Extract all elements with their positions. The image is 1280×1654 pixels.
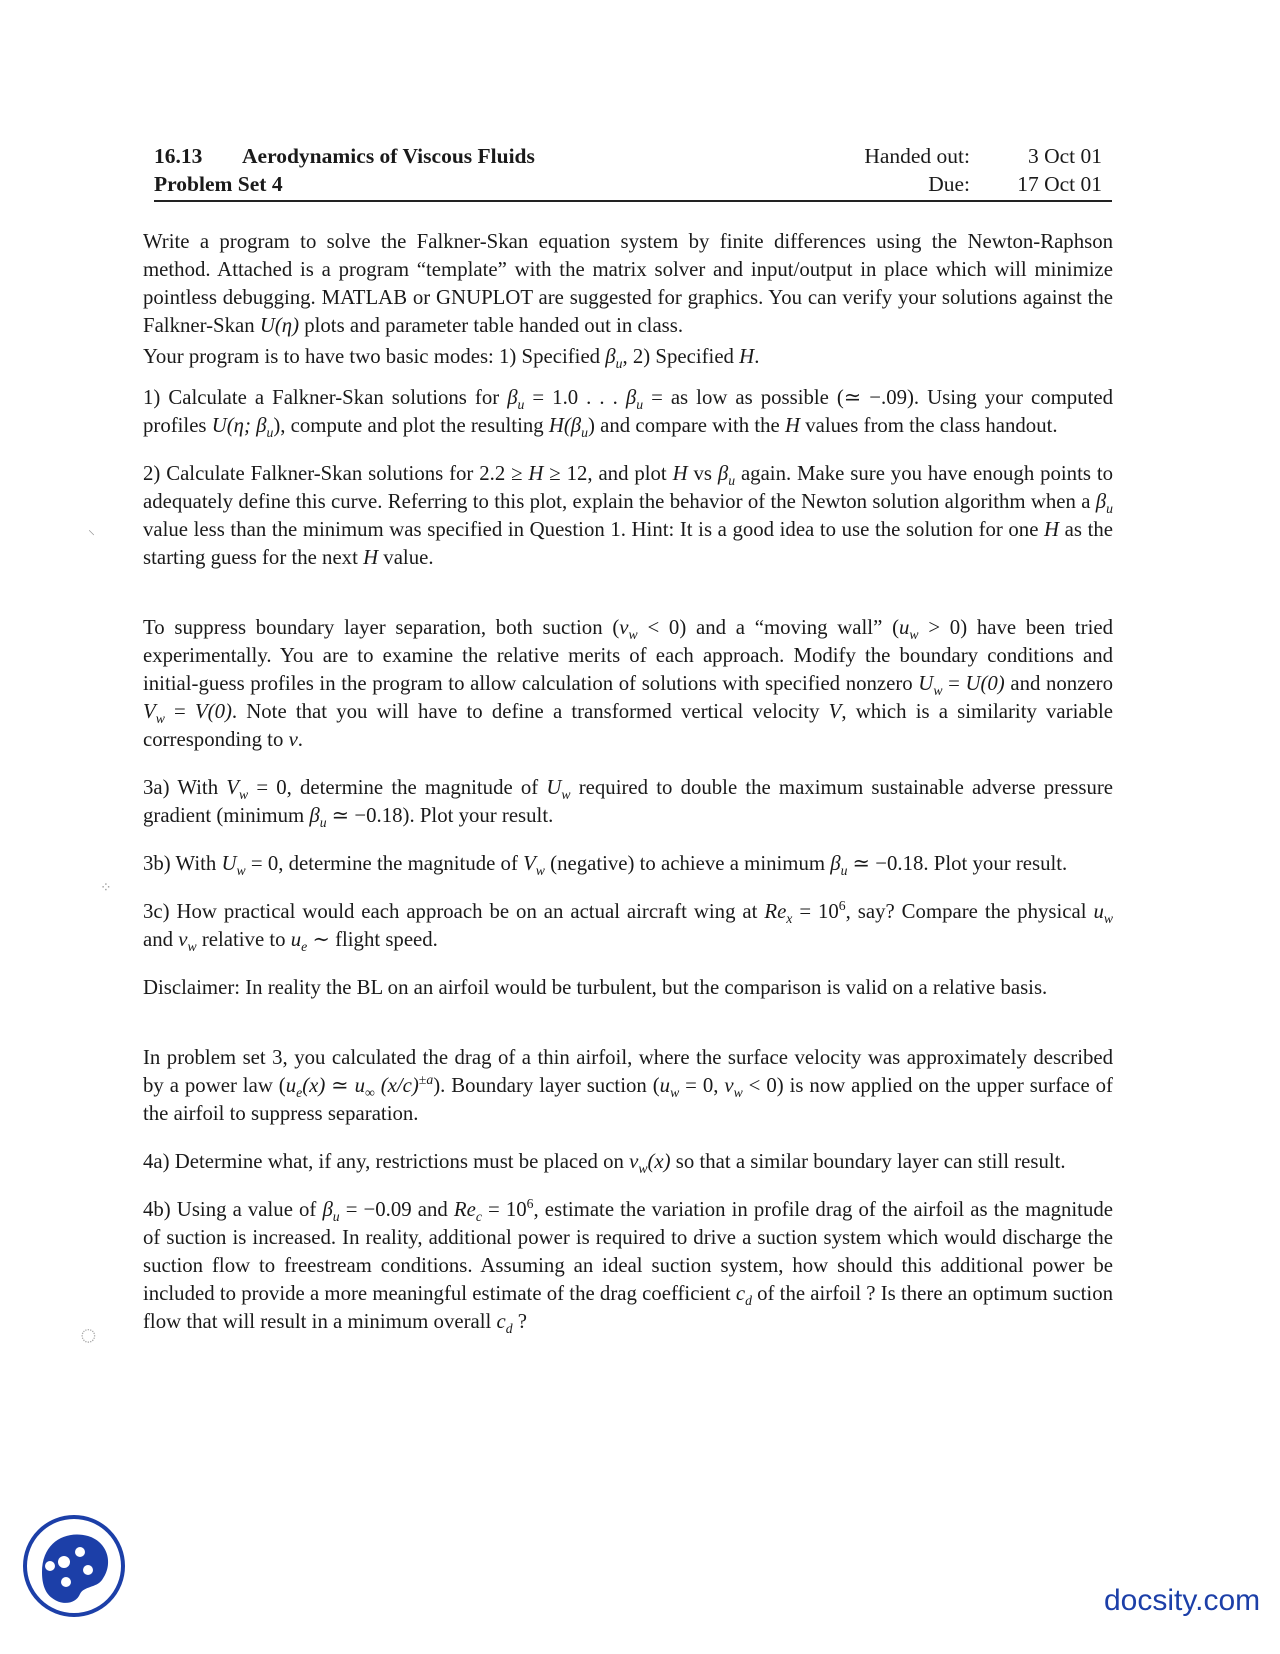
question-3c: 3c) How practical would each approach be on an actual aircraft wing at $Re_x = 10^6$, say? Compare the physical $u_w$ and $v_w$ relative to $u_e$ ∼ flight speed. <box>143 898 1113 955</box>
question-3b: 3b) With $U_w = 0$, determine the magnitude of $V_w$ (negative) to achieve a minimum $\beta_u$ ≃ −0.18. Plot your result. <box>143 852 1068 879</box>
course-title: Aerodynamics of Viscous Fluids <box>242 144 535 168</box>
question-1: 1) Calculate a Falkner-Skan solutions for $\beta_u = 1.0$ . . . $\beta_u$ = as low as possible (≃ −.09). Using your computed profiles U(η; $\beta_u$), compute and plot the resulting $H(\beta_u)$ and compare with the H values from the class handout. <box>143 386 1113 441</box>
due-label: Due: <box>928 172 970 196</box>
document-body <box>143 228 1113 1336</box>
intro-paragraph: Write a program to solve the Falkner-Skan equation system by finite differences using the Newton-Raphson method. Attached is a program “template” with the matrix solver and input/output in place which will minimize pointless debugging. MATLAB or GNUPLOT are suggested for graphics. You can verify your solutions against the Falkner-Skan U(η) plots and parameter table handed out in class. <box>143 230 1113 337</box>
header-row-2 <box>154 172 1112 200</box>
document-header <box>154 144 1112 200</box>
question-4-intro: In problem set 3, you calculated the drag of a thin airfoil, where the surface velocity was approximately described by a power law ($u_e(x)$ ≃ $u_\infty$ $(x/c)^{\pm a}$). Boundary layer suction ($u_w = 0$, $v_w < 0$) is now applied on the upper surface of the airfoil to suppress separation. <box>143 1046 1113 1125</box>
scan-speck: ◌ <box>80 1320 97 1351</box>
modes-paragraph: Your program is to have two basic modes: 1) Specified $\beta_u$, 2) Specified H. <box>143 345 760 372</box>
question-3-intro: To suppress boundary layer separation, both suction $(v_w < 0)$ and a “moving wall” $(u_w > 0)$ have been tried experimentally. You are to examine the relative merits of each approach. Modify the boundary conditions and initial-guess profiles in the program to allow calculation of solutions with specified nonzero $U_w = U(0)$ and nonzero $V_w = V(0)$. Note that you will have to define a transformed vertical velocity V, which is a similarity variable corresponding to v. <box>143 616 1113 751</box>
header-row-1 <box>154 144 1112 172</box>
handed-out-date: 3 Oct 01 <box>1027 144 1102 168</box>
course-heading <box>154 144 535 169</box>
scan-speck: ⸌ <box>88 529 95 544</box>
header-rule <box>154 200 1112 202</box>
question-4a: 4a) Determine what, if any, restrictions must be placed on $v_w(x)$ so that a similar boundary layer can still result. <box>143 1150 1066 1177</box>
scan-speck: ⁘ <box>100 881 112 896</box>
problem-set-title: Problem Set 4 <box>154 172 283 196</box>
question-4b: 4b) Using a value of $\beta_u = -0.09$ and $Re_c = 10^6$, estimate the variation in profile drag of the airfoil as the magnitude of suction is increased. In reality, additional power is required to drive a suction system which would discharge the suction flow to freestream conditions. Assuming an ideal suction system, how should this additional power be included to provide a more meaningful estimate of the drag coefficient $c_d$ of the airfoil ? Is there an optimum suction flow that will result in a minimum overall $c_d$ ? <box>143 1196 1113 1337</box>
question-3a: 3a) With $V_w = 0$, determine the magnitude of $U_w$ required to double the maximum sustainable adverse pressure gradient (minimum $\beta_u$ ≃ −0.18). Plot your result. <box>143 776 1113 831</box>
docsity-brand[interactable]: docsity.com <box>1104 1584 1261 1617</box>
course-number: 16.13 <box>154 144 203 168</box>
due-date: 17 Oct 01 <box>1017 172 1102 196</box>
handed-out-label: Handed out: <box>864 144 970 168</box>
docsity-logo-icon <box>22 1514 126 1618</box>
disclaimer: Disclaimer: In reality the BL on an airfoil would be turbulent, but the comparison is valid on a relative basis. <box>143 976 1048 999</box>
question-2: 2) Calculate Falkner-Skan solutions for 2.2 ≥ H ≥ 12, and plot H vs $\beta_u$ again. Make sure you have enough points to adequately define this curve. Referring to this plot, explain the behavior of the Newton solution algorithm when a $\beta_u$ value less than the minimum was specified in Question 1. Hint: It is a good idea to use the solution for one H as the starting guess for the next H value. <box>143 462 1114 569</box>
